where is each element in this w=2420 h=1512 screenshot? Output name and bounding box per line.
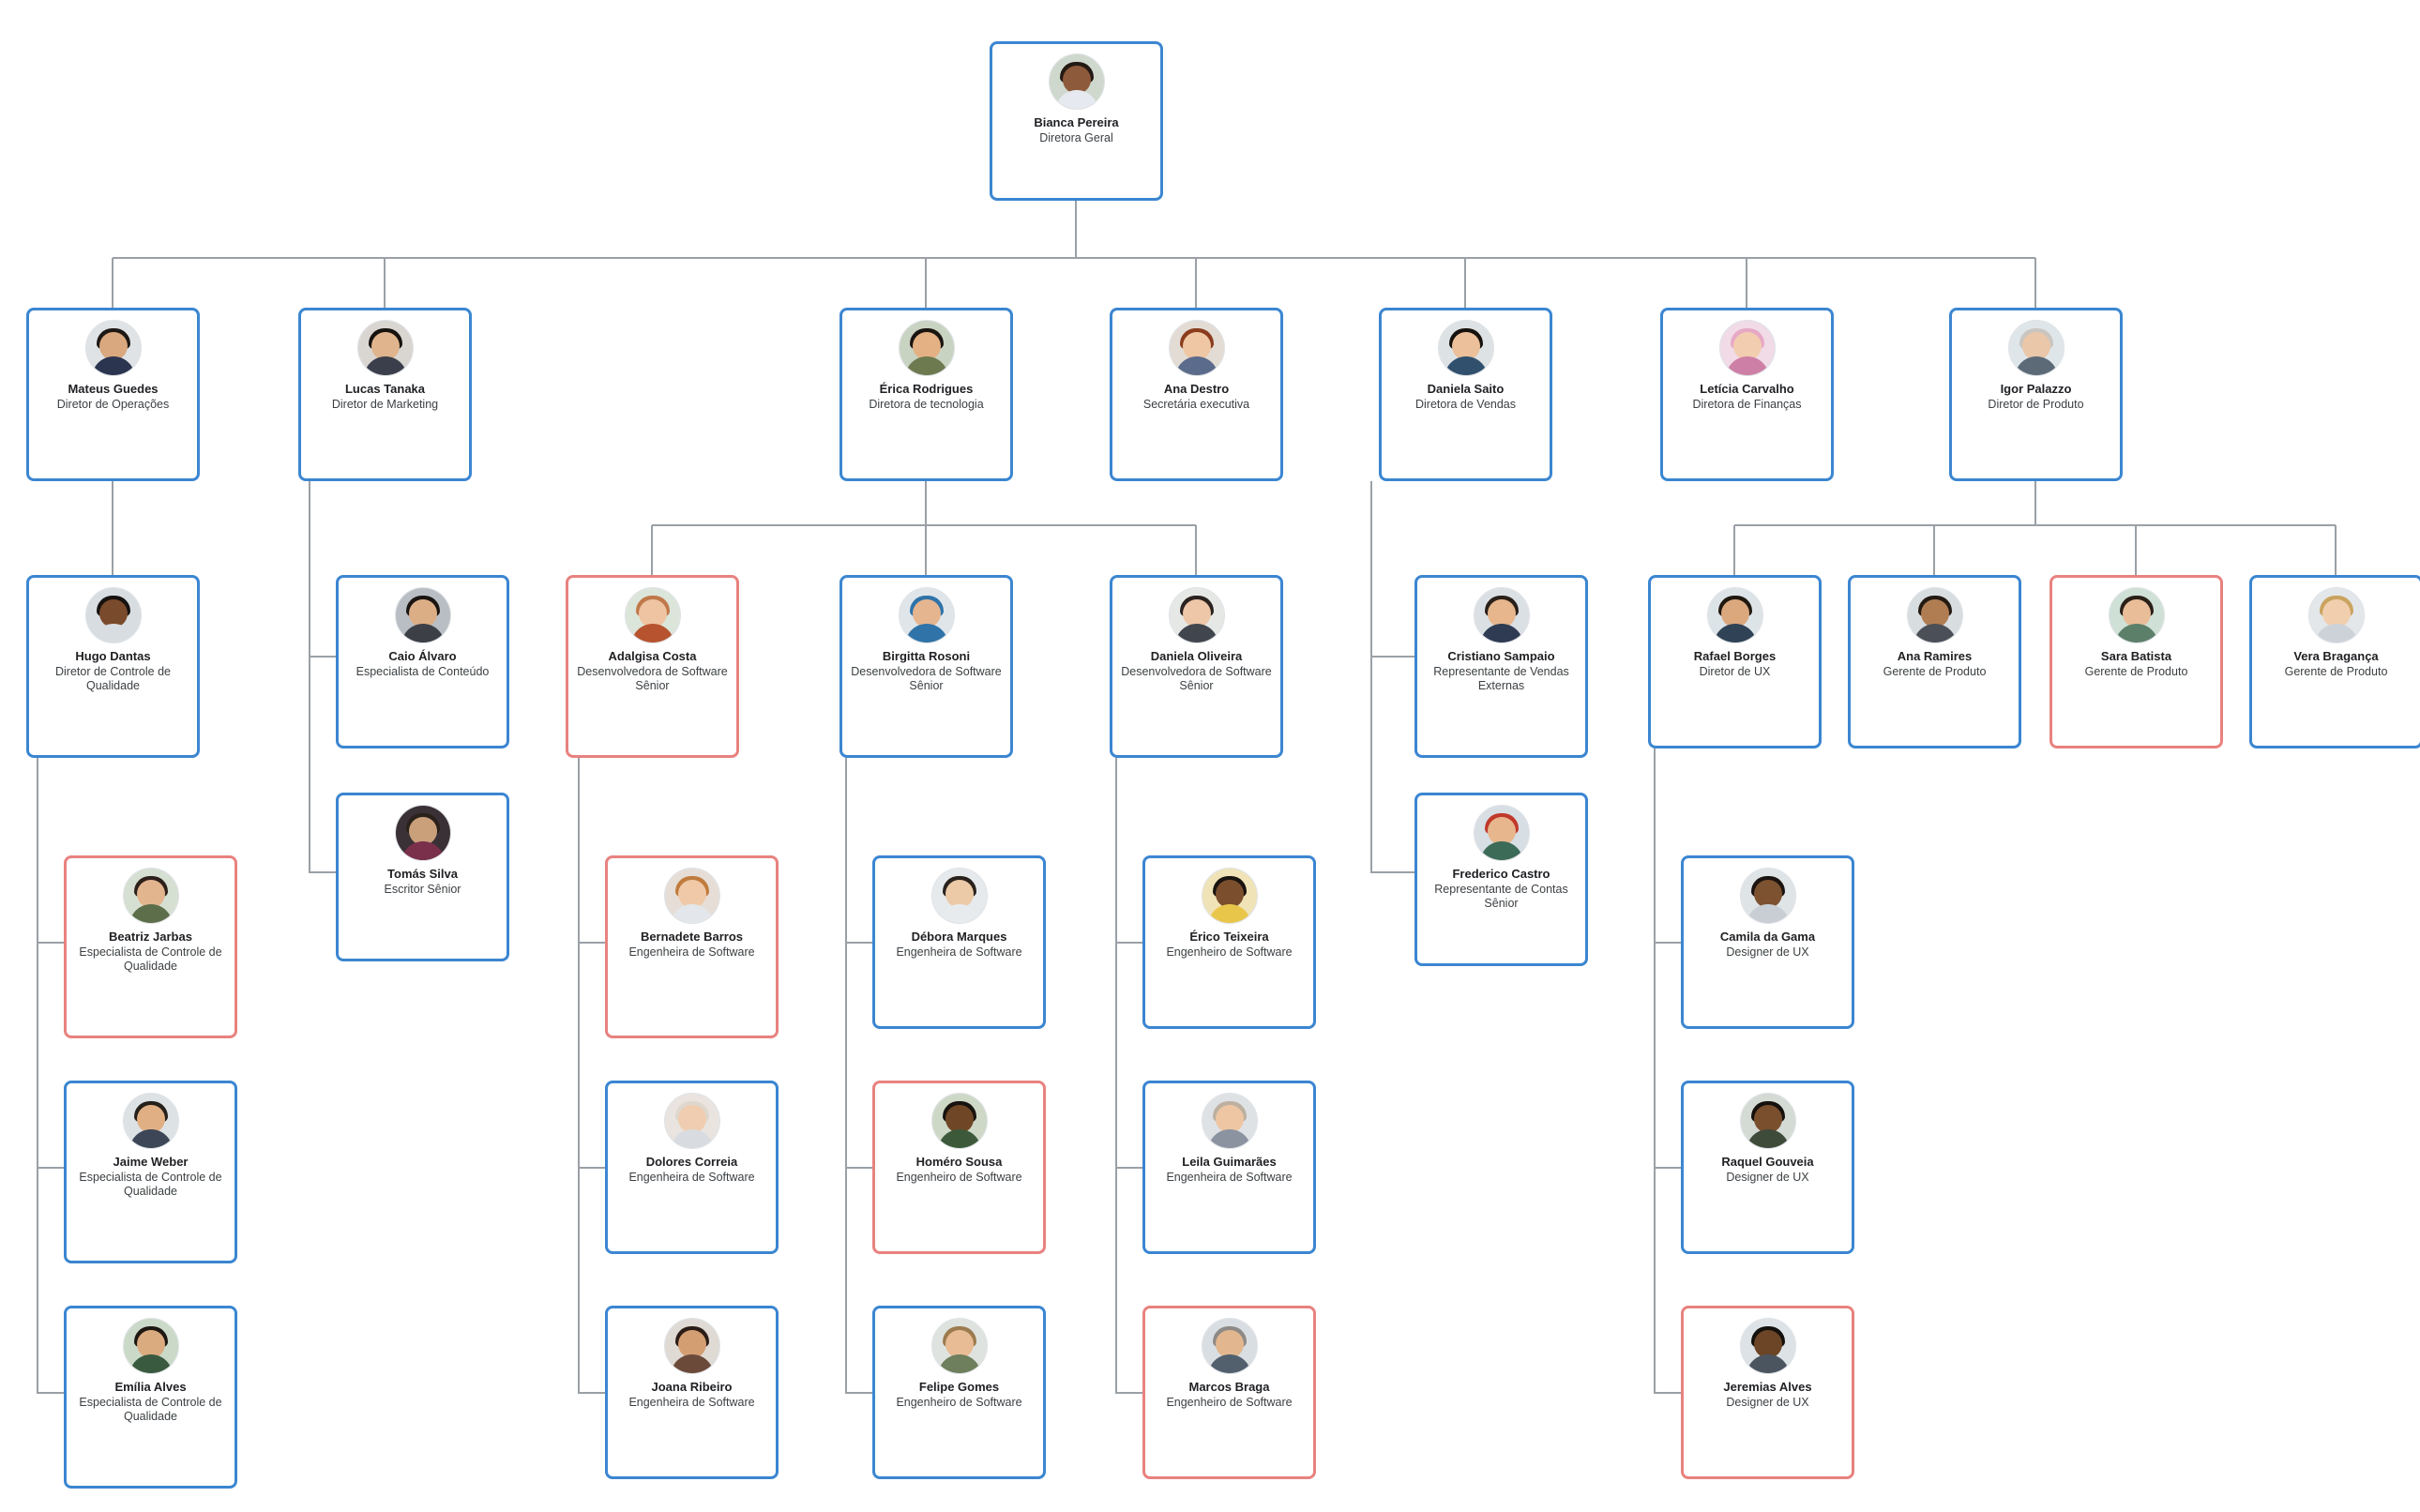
org-node[interactable] bbox=[1142, 855, 1316, 1029]
org-node[interactable] bbox=[1681, 855, 1854, 1029]
avatar bbox=[123, 868, 179, 924]
avatar bbox=[1740, 1093, 1796, 1149]
node-name: Felipe Gomes bbox=[918, 1380, 1000, 1394]
org-node[interactable] bbox=[336, 575, 509, 748]
org-node[interactable] bbox=[872, 855, 1046, 1029]
avatar bbox=[395, 805, 451, 861]
node-name: Daniela Saito bbox=[1427, 382, 1505, 396]
avatar bbox=[2008, 320, 2065, 376]
org-node[interactable] bbox=[1949, 308, 2123, 481]
org-node[interactable] bbox=[990, 41, 1163, 201]
avatar bbox=[1202, 868, 1258, 924]
node-title: Especialista de Controle de Qualidade bbox=[79, 1171, 222, 1199]
node-title: Engenheiro de Software bbox=[896, 1396, 1022, 1410]
avatar bbox=[123, 1318, 179, 1374]
node-title: Desenvolvedora de Software Sênior bbox=[577, 665, 728, 693]
avatar bbox=[357, 320, 414, 376]
org-node[interactable] bbox=[839, 575, 1013, 758]
org-node[interactable] bbox=[1660, 308, 1834, 481]
org-node[interactable] bbox=[1379, 308, 1552, 481]
node-title: Desenvolvedora de Software Sênior bbox=[1121, 665, 1272, 693]
avatar bbox=[931, 868, 988, 924]
node-name: Joana Ribeiro bbox=[651, 1380, 733, 1394]
org-node[interactable] bbox=[1414, 575, 1588, 758]
node-title: Especialista de Conteúdo bbox=[355, 665, 490, 679]
avatar bbox=[1202, 1093, 1258, 1149]
node-title: Diretor de Operações bbox=[56, 398, 170, 412]
org-node[interactable] bbox=[1142, 1306, 1316, 1479]
node-title: Engenheira de Software bbox=[896, 945, 1022, 960]
avatar bbox=[1202, 1318, 1258, 1374]
org-node[interactable] bbox=[605, 1081, 779, 1254]
node-name: Bianca Pereira bbox=[1034, 115, 1119, 129]
node-name: Jeremias Alves bbox=[1723, 1380, 1812, 1394]
org-node[interactable] bbox=[1414, 793, 1588, 966]
node-title: Diretora de Finanças bbox=[1692, 398, 1802, 412]
node-name: Érica Rodrigues bbox=[879, 382, 974, 396]
avatar bbox=[2109, 587, 2165, 643]
node-name: Letícia Carvalho bbox=[1700, 382, 1794, 396]
org-node[interactable] bbox=[2249, 575, 2420, 748]
node-title: Engenheira de Software bbox=[628, 1171, 755, 1185]
avatar bbox=[85, 587, 142, 643]
node-title: Designer de UX bbox=[1726, 1171, 1809, 1185]
org-node[interactable] bbox=[64, 855, 237, 1038]
org-node[interactable] bbox=[872, 1081, 1046, 1254]
org-node[interactable] bbox=[1681, 1306, 1854, 1479]
node-title: Escritor Sênior bbox=[384, 883, 461, 897]
org-node[interactable] bbox=[26, 308, 200, 481]
avatar bbox=[1049, 53, 1105, 110]
node-name: Hugo Dantas bbox=[75, 649, 151, 663]
avatar bbox=[123, 1093, 179, 1149]
node-title: Especialista de Controle de Qualidade bbox=[79, 1396, 222, 1424]
node-name: Lucas Tanaka bbox=[344, 382, 426, 396]
node-title: Especialista de Controle de Qualidade bbox=[79, 945, 222, 974]
org-node[interactable] bbox=[1848, 575, 2021, 748]
org-node[interactable] bbox=[336, 793, 509, 961]
org-node[interactable] bbox=[1110, 308, 1283, 481]
node-name: Adalgisa Costa bbox=[608, 649, 697, 663]
org-node[interactable] bbox=[2049, 575, 2223, 748]
node-name: Emília Alves bbox=[114, 1380, 187, 1394]
org-node[interactable] bbox=[605, 1306, 779, 1479]
node-title: Engenheira de Software bbox=[1166, 1171, 1293, 1185]
node-title: Diretora de tecnologia bbox=[869, 398, 984, 412]
avatar bbox=[1740, 1318, 1796, 1374]
node-name: Sara Batista bbox=[2100, 649, 2172, 663]
org-node[interactable] bbox=[298, 308, 472, 481]
avatar bbox=[899, 320, 955, 376]
node-name: Mateus Guedes bbox=[68, 382, 159, 396]
node-title: Gerente de Produto bbox=[2084, 665, 2188, 679]
avatar bbox=[1474, 805, 1530, 861]
avatar bbox=[931, 1318, 988, 1374]
node-name: Beatriz Jarbas bbox=[109, 930, 192, 944]
node-title: Diretor de Produto bbox=[1988, 398, 2084, 412]
avatar bbox=[1719, 320, 1776, 376]
node-title: Engenheira de Software bbox=[628, 945, 755, 960]
node-title: Gerente de Produto bbox=[2284, 665, 2388, 679]
node-name: Daniela Oliveira bbox=[1150, 649, 1243, 663]
node-title: Engenheiro de Software bbox=[1166, 945, 1293, 960]
node-name: Leila Guimarães bbox=[1182, 1155, 1277, 1169]
node-name: Érico Teixeira bbox=[1189, 930, 1269, 944]
node-name: Igor Palazzo bbox=[2000, 382, 2072, 396]
node-name: Raquel Gouveia bbox=[1721, 1155, 1814, 1169]
avatar bbox=[85, 320, 142, 376]
org-node[interactable] bbox=[605, 855, 779, 1038]
org-node[interactable] bbox=[1142, 1081, 1316, 1254]
node-title: Diretora Geral bbox=[1039, 131, 1113, 145]
node-name: Birgitta Rosoni bbox=[882, 649, 971, 663]
avatar bbox=[1740, 868, 1796, 924]
org-node[interactable] bbox=[1110, 575, 1283, 758]
org-node[interactable] bbox=[64, 1306, 237, 1489]
org-node[interactable] bbox=[566, 575, 739, 758]
node-name: Ana Destro bbox=[1163, 382, 1230, 396]
node-title: Designer de UX bbox=[1726, 1396, 1809, 1410]
org-node[interactable] bbox=[872, 1306, 1046, 1479]
avatar bbox=[1169, 587, 1225, 643]
org-node[interactable] bbox=[26, 575, 200, 758]
node-name: Débora Marques bbox=[911, 930, 1007, 944]
org-node[interactable] bbox=[839, 308, 1013, 481]
node-title: Secretária executiva bbox=[1142, 398, 1250, 412]
node-name: Vera Bragança bbox=[2293, 649, 2379, 663]
avatar bbox=[1907, 587, 1963, 643]
org-node[interactable] bbox=[1648, 575, 1822, 748]
avatar bbox=[931, 1093, 988, 1149]
node-title: Representante de Vendas Externas bbox=[1433, 665, 1569, 693]
node-title: Diretor de Controle de Qualidade bbox=[55, 665, 171, 693]
avatar bbox=[1707, 587, 1763, 643]
node-title: Gerente de Produto bbox=[1883, 665, 1987, 679]
node-title: Diretor de Marketing bbox=[331, 398, 439, 412]
node-name: Camila da Gama bbox=[1719, 930, 1816, 944]
node-title: Engenheiro de Software bbox=[1166, 1396, 1293, 1410]
node-title: Designer de UX bbox=[1726, 945, 1809, 960]
node-name: Marcos Braga bbox=[1188, 1380, 1270, 1394]
node-name: Caio Álvaro bbox=[388, 649, 457, 663]
avatar bbox=[395, 587, 451, 643]
node-name: Bernadete Barros bbox=[640, 930, 744, 944]
org-node[interactable] bbox=[64, 1081, 237, 1263]
node-name: Rafael Borges bbox=[1693, 649, 1777, 663]
avatar bbox=[1169, 320, 1225, 376]
avatar bbox=[2308, 587, 2365, 643]
avatar bbox=[625, 587, 681, 643]
avatar bbox=[664, 1093, 720, 1149]
node-title: Diretora de Vendas bbox=[1414, 398, 1516, 412]
node-name: Tomás Silva bbox=[387, 867, 458, 881]
node-title: Engenheira de Software bbox=[628, 1396, 755, 1410]
avatar bbox=[664, 868, 720, 924]
node-name: Jaime Weber bbox=[113, 1155, 189, 1169]
node-name: Cristiano Sampaio bbox=[1447, 649, 1555, 663]
avatar bbox=[899, 587, 955, 643]
node-name: Dolores Correia bbox=[645, 1155, 738, 1169]
node-title: Engenheiro de Software bbox=[896, 1171, 1022, 1185]
avatar bbox=[1438, 320, 1494, 376]
node-name: Ana Ramires bbox=[1897, 649, 1973, 663]
node-name: Homéro Sousa bbox=[915, 1155, 1003, 1169]
avatar bbox=[1474, 587, 1530, 643]
node-title: Diretor de UX bbox=[1699, 665, 1771, 679]
node-name: Frederico Castro bbox=[1452, 867, 1550, 881]
node-title: Desenvolvedora de Software Sênior bbox=[851, 665, 1002, 693]
avatar bbox=[664, 1318, 720, 1374]
node-title: Representante de Contas Sênior bbox=[1434, 883, 1568, 911]
org-node[interactable] bbox=[1681, 1081, 1854, 1254]
